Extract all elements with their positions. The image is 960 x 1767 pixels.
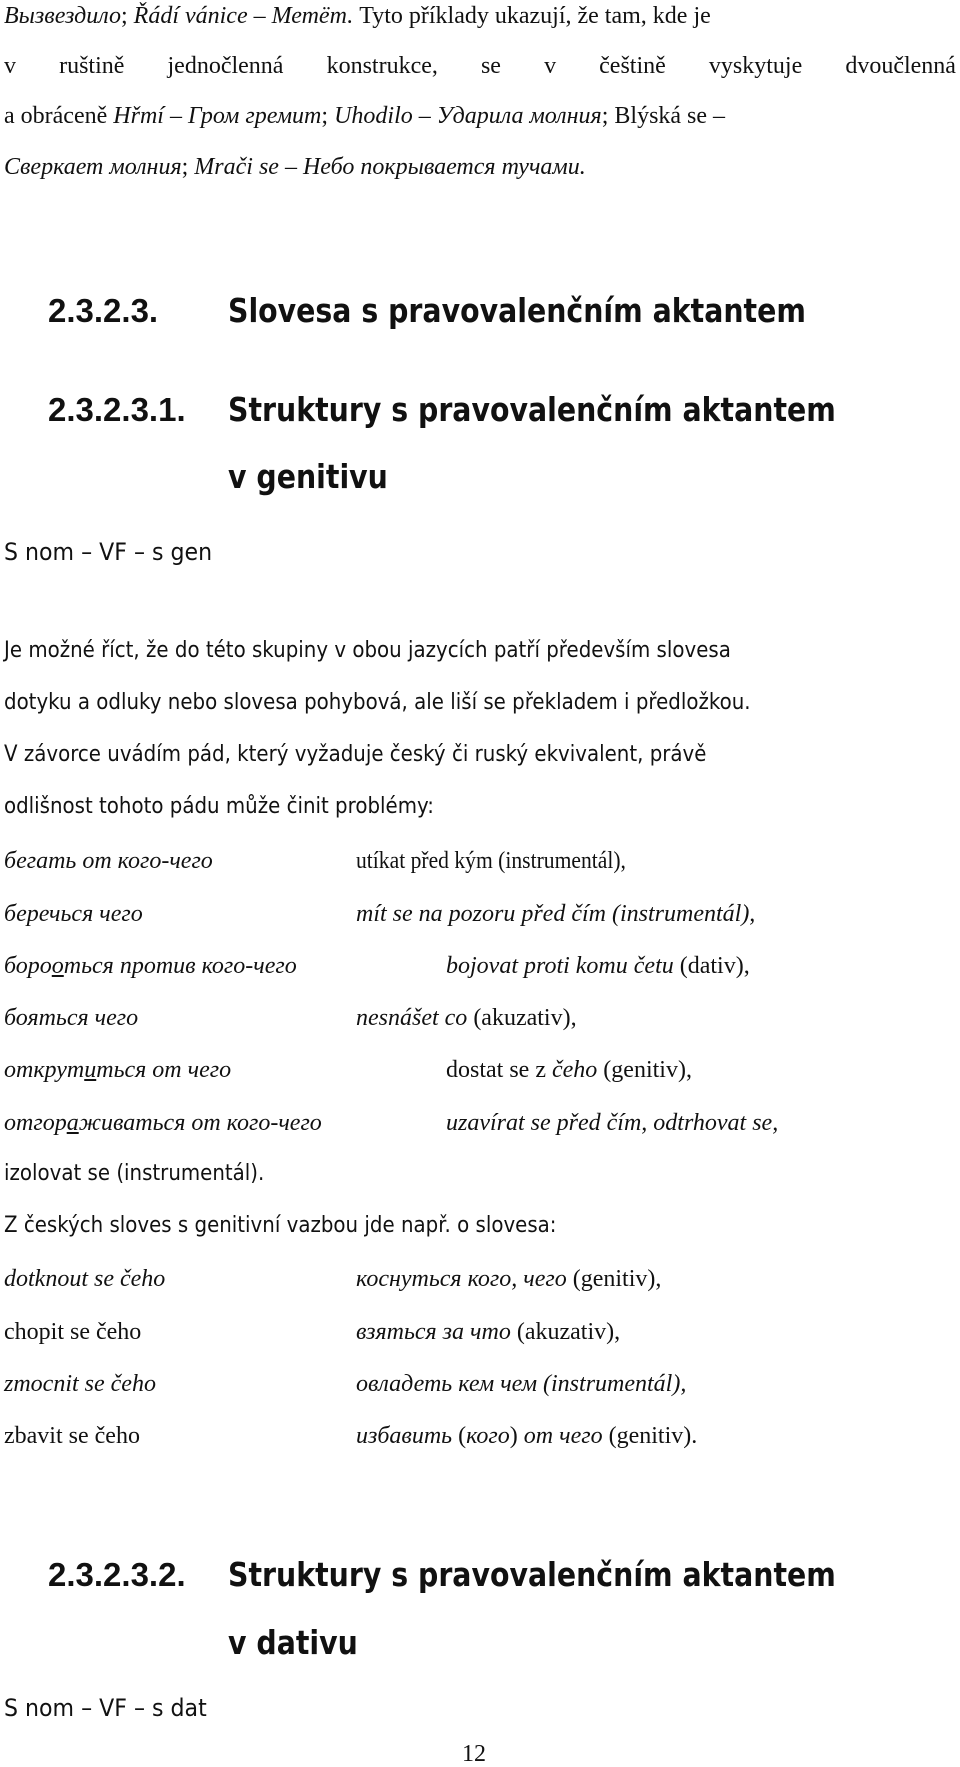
- paragraph-line-4: odlišnost tohoto pádu může činit problémy:: [4, 794, 434, 819]
- text-run: mít se na pozoru před čím (instrumentál),: [356, 901, 756, 927]
- word: konstrukce,: [326, 53, 438, 79]
- text-run: Tyto příklady ukazují, že tam, kde je: [353, 3, 711, 29]
- verb-cz-1: [356, 849, 626, 873]
- text-run: от чего: [523, 1423, 603, 1449]
- cz-verb-4: zbavit se čeho: [4, 1423, 140, 1449]
- czech-verbs-intro: Z českých sloves s genitivní vazbou jde např. o slovesa:: [4, 1213, 557, 1238]
- text-run: bojovat proti komu četu: [446, 953, 674, 979]
- ru-equiv-2: [356, 1320, 620, 1344]
- intro-line-2: [4, 54, 956, 78]
- text-run: (dativ),: [673, 953, 750, 979]
- text-run: čeho: [551, 1057, 598, 1083]
- intro-line-3: [4, 104, 725, 128]
- page-number: 12: [462, 1741, 486, 1767]
- text-run: кого: [466, 1423, 510, 1449]
- section-title: Slovesa s pravovalenčním aktantem: [228, 291, 806, 330]
- text-run: (genitiv),: [597, 1057, 692, 1083]
- text-run: Uhodilo – Ударила молния: [334, 103, 602, 129]
- text-run: коснуться кого, чего: [356, 1266, 567, 1292]
- word: dvoučlenná: [845, 53, 956, 79]
- verb-cz-2: [356, 902, 755, 926]
- verb-list-continuation: izolovat se (instrumentál).: [4, 1161, 265, 1186]
- verb-ru-3: борооться против кого-чего: [4, 953, 297, 979]
- text-run: овладеть кем чем (instrumentál),: [356, 1371, 687, 1397]
- verb-ru-1: бегать от кого-чего: [4, 848, 213, 874]
- text-run: (akuzativ),: [510, 1319, 621, 1345]
- text-run: (genitiv),: [566, 1266, 662, 1292]
- verb-cz-5: [446, 1058, 692, 1082]
- word: se: [480, 53, 501, 79]
- text-run: ; Blýská se –: [601, 103, 726, 129]
- valency-formula: S nom – VF – s gen: [4, 538, 213, 566]
- verb-ru-2: беречься чего: [4, 901, 143, 927]
- text-run: ;: [120, 3, 134, 29]
- text-run: взяться за что: [356, 1319, 511, 1345]
- ru-equiv-4: [356, 1424, 697, 1448]
- cz-verb-1: dotknout se čeho: [4, 1266, 166, 1292]
- verb-ru-5: открутиться от чего: [4, 1057, 232, 1083]
- word: jednočlenná: [167, 53, 284, 79]
- text-run: Вызвездило: [4, 3, 121, 29]
- verb-cz-6: [446, 1111, 778, 1135]
- text-run: nesnášet co: [356, 1005, 468, 1031]
- section-number: 2.3.2.3.: [48, 292, 159, 329]
- subsection-2-number: 2.3.2.3.2.: [48, 1556, 186, 1593]
- subsection-title-line-2: v genitivu: [228, 457, 388, 496]
- word: vyskytuje: [708, 53, 803, 79]
- text-run: ;: [321, 103, 335, 129]
- verb-cz-4: [356, 1006, 577, 1030]
- text-run: dostat se z: [446, 1057, 552, 1083]
- paragraph-line-1: Je možné říct, že do této skupiny v obou jazycích patří především slovesa: [4, 638, 731, 663]
- paragraph-line-3: V závorce uvádím pád, který vyžaduje český či ruský ekvivalent, právě: [4, 742, 707, 767]
- text-run: (genitiv).: [602, 1423, 698, 1449]
- cz-verb-3: zmocnit se čeho: [4, 1371, 156, 1397]
- cz-verb-2: chopit se čeho: [4, 1319, 142, 1345]
- ru-equiv-1: [356, 1267, 661, 1291]
- word: češtině: [599, 53, 666, 79]
- valency-formula-2: S nom – VF – s dat: [4, 1694, 207, 1722]
- text-run: ): [509, 1423, 524, 1449]
- word: ruštině: [59, 53, 125, 79]
- text-run: (: [452, 1423, 467, 1449]
- text-run: ;: [181, 154, 195, 180]
- text-run: избавить: [356, 1423, 453, 1449]
- text-run: Řádí vánice – Метёт.: [133, 3, 354, 29]
- text-run: utíkat před kým (instrumentál),: [356, 848, 626, 874]
- word: v: [544, 53, 557, 79]
- verb-cz-3: [446, 954, 750, 978]
- verb-ru-4: бояться чего: [4, 1005, 139, 1031]
- intro-line-4: [4, 155, 586, 179]
- intro-line-1: [4, 4, 711, 28]
- paragraph-line-2: dotyku a odluky nebo slovesa pohybová, ale liší se překladem i předložkou.: [4, 690, 751, 715]
- text-run: Сверкает молния: [4, 154, 182, 180]
- text-run: (akuzativ),: [467, 1005, 577, 1031]
- subsection-number: 2.3.2.3.1.: [48, 391, 186, 428]
- subsection-2-title-line-2: v dativu: [228, 1623, 358, 1662]
- subsection-2-title-line-1: Struktury s pravovalenčním aktantem: [228, 1555, 836, 1594]
- text-run: Mrači se – Небо покрывается тучами.: [194, 154, 586, 180]
- text-run: uzavírat se před čím, odtrhovat se,: [446, 1110, 779, 1136]
- word: v: [4, 53, 16, 79]
- text-run: a obráceně: [4, 103, 114, 129]
- subsection-title-line-1: Struktury s pravovalenčním aktantem: [228, 390, 836, 429]
- verb-ru-6: отгораживаться от кого-чего: [4, 1110, 322, 1136]
- text-run: Hřmí – Гром гремит: [113, 103, 322, 129]
- ru-equiv-3: [356, 1372, 686, 1396]
